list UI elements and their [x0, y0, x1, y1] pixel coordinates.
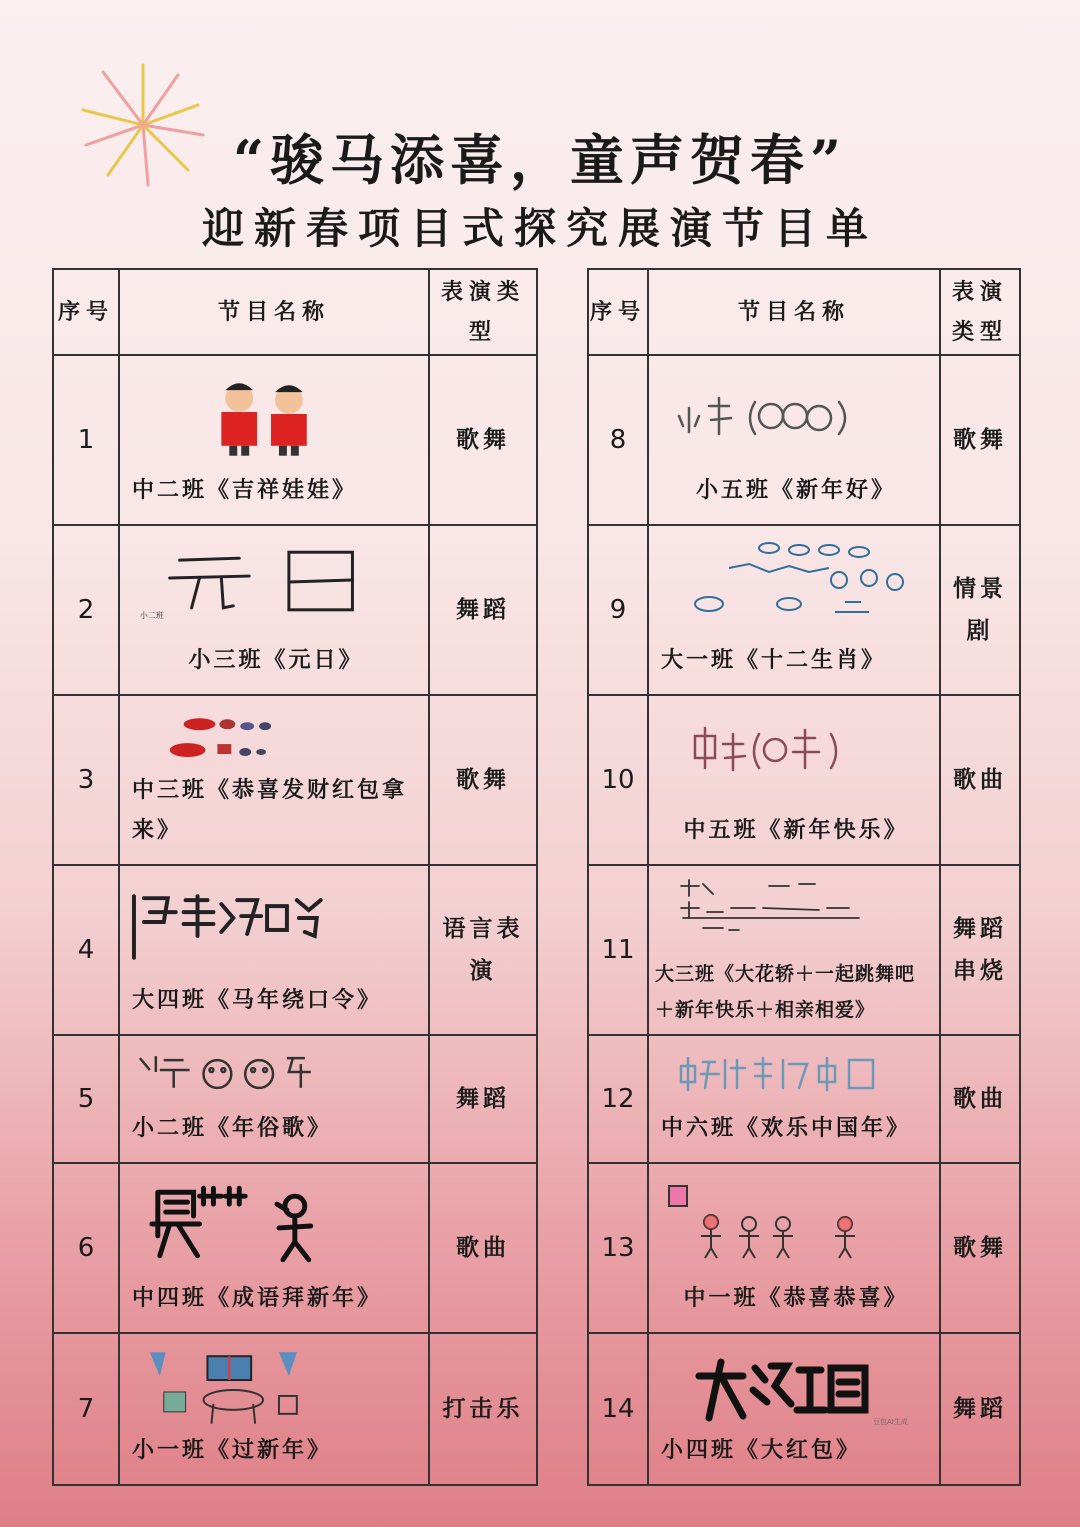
performance-type: 歌曲 [940, 695, 1020, 865]
row-index: 8 [588, 355, 648, 525]
idiom-handwriting [130, 1176, 418, 1268]
program-name: 小三班《元日》 [188, 647, 364, 673]
new-year-joy-handwriting [659, 708, 929, 800]
row-index: 12 [588, 1035, 648, 1163]
zodiac-animals-drawing [659, 538, 929, 630]
big-red-envelope-handwriting [659, 1346, 929, 1432]
program-name: 中四班《成语拜新年》 [132, 1285, 383, 1311]
table-row [588, 1333, 1020, 1485]
performance-type: 舞蹈 [940, 1333, 1020, 1485]
performance-type: 舞蹈 [429, 1035, 537, 1163]
program-table-left [52, 268, 538, 1486]
lucky-dolls-illustration [130, 368, 418, 460]
table-row [588, 525, 1020, 695]
performance-type: 歌舞 [429, 695, 537, 865]
svg-text:小二班: 小二班 [139, 610, 164, 620]
program-name: 中五班《新年快乐》 [683, 817, 909, 843]
header-index: 序号 [588, 269, 648, 355]
row-index: 3 [53, 695, 119, 865]
program-name: 小一班《过新年》 [132, 1437, 333, 1463]
china-year-handwriting [659, 1048, 929, 1104]
medley-handwriting [659, 878, 929, 948]
program-name: 中三班《恭喜发财红包拿来》 [132, 777, 408, 843]
program-name: 大一班《十二生肖》 [661, 647, 887, 673]
table-row [588, 1035, 1020, 1163]
header-name: 节目名称 [648, 269, 940, 355]
header-type: 表演类型 [429, 269, 537, 355]
performance-type: 歌曲 [429, 1163, 537, 1333]
poster-subtitle: 迎新春项目式探究展演节目单 [201, 204, 878, 253]
row-index: 13 [588, 1163, 648, 1333]
header-index: 序号 [53, 269, 119, 355]
performance-type: 情景剧 [940, 525, 1020, 695]
table-row [588, 695, 1020, 865]
program-name: 大四班《马年绕口令》 [132, 987, 383, 1013]
greeting-figures-drawing [659, 1176, 929, 1268]
program-name: 小五班《新年好》 [695, 477, 896, 503]
row-index: 10 [588, 695, 648, 865]
horse-year-handwriting [130, 878, 418, 970]
table-row [588, 1163, 1020, 1333]
row-index: 7 [53, 1333, 119, 1485]
happy-new-year-handwriting [659, 368, 929, 460]
new-year-customs-drawing [130, 1048, 418, 1104]
program-name: 小四班《大红包》 [661, 1437, 862, 1463]
row-index: 9 [588, 525, 648, 695]
table-row [53, 695, 537, 865]
program-name: 大三班《大花轿＋一起跳舞吧＋新年快乐＋相亲相爱》 [655, 963, 916, 1021]
program-table-right [587, 268, 1021, 1486]
table-row [53, 1163, 537, 1333]
performance-type: 舞蹈串烧 [940, 865, 1020, 1035]
header-name: 节目名称 [119, 269, 429, 355]
performance-type: 打击乐 [429, 1333, 537, 1485]
new-year-room-drawing [130, 1346, 418, 1432]
table-row [53, 525, 537, 695]
performance-type: 舞蹈 [429, 525, 537, 695]
row-index: 6 [53, 1163, 119, 1333]
performance-type: 歌舞 [429, 355, 537, 525]
row-index: 14 [588, 1333, 648, 1485]
program-name: 中一班《恭喜恭喜》 [683, 1285, 909, 1311]
program-name: 中六班《欢乐中国年》 [661, 1115, 912, 1141]
watermark: 豆包AI生成 [873, 1418, 908, 1426]
table-row [53, 1333, 537, 1485]
table-row [588, 865, 1020, 1035]
table-row [588, 355, 1020, 525]
header-type: 表演类型 [940, 269, 1020, 355]
program-name: 小二班《年俗歌》 [132, 1115, 333, 1141]
table-row [53, 355, 537, 525]
row-index: 2 [53, 525, 119, 695]
table-header-row [588, 269, 1020, 355]
table-header-row [53, 269, 537, 355]
table-row [53, 865, 537, 1035]
row-index: 11 [588, 865, 648, 1035]
row-index: 5 [53, 1035, 119, 1163]
performance-type: 歌舞 [940, 355, 1020, 525]
program-name: 中二班《吉祥娃娃》 [132, 477, 358, 503]
performance-type: 歌舞 [940, 1163, 1020, 1333]
performance-type: 歌曲 [940, 1035, 1020, 1163]
row-index: 1 [53, 355, 119, 525]
performance-type: 语言表演 [429, 865, 537, 1035]
poster-title: “骏马添喜，童声贺春” [232, 128, 848, 192]
yuanri-handwriting [130, 538, 418, 630]
table-row [53, 1035, 537, 1163]
row-index: 4 [53, 865, 119, 1035]
